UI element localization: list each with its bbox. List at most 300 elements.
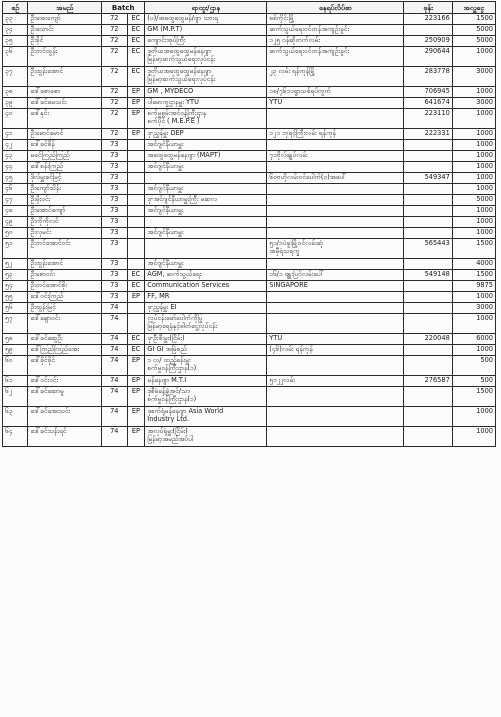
donor-name xyxy=(28,47,102,67)
donor-name-text: ဒေါ်စန်းကြည် xyxy=(30,162,63,170)
phone-number-text: 223166 xyxy=(424,14,450,22)
address xyxy=(267,151,404,162)
address xyxy=(267,259,404,270)
phone-number xyxy=(404,129,452,140)
batch-class xyxy=(127,195,145,206)
batch-class xyxy=(127,228,145,239)
row-number-text: ၆၁ xyxy=(5,376,13,384)
batch-class-text: EC xyxy=(131,270,141,278)
department-text: အင်ဂျင်နီယာမှူး xyxy=(147,184,184,192)
donation-amount xyxy=(452,356,495,376)
phone-number-text: 250909 xyxy=(424,36,450,44)
donation-amount-text: 500 xyxy=(480,356,493,364)
address xyxy=(267,303,404,314)
table-row xyxy=(3,334,496,345)
donation-amount-text: 1000 xyxy=(476,162,493,170)
department xyxy=(145,87,267,98)
batch-class-text: EP xyxy=(131,87,140,95)
batch-class-text: EC xyxy=(131,334,141,342)
row-number xyxy=(3,206,28,217)
donor-name-text: ဦးစောဝင်း xyxy=(30,270,55,278)
batch-class xyxy=(127,151,145,162)
batch-class xyxy=(127,98,145,109)
row-number xyxy=(3,259,28,270)
batch-class-text: EC xyxy=(131,345,141,353)
table-row xyxy=(3,387,496,407)
department xyxy=(145,109,267,129)
department xyxy=(145,314,267,334)
department xyxy=(145,270,267,281)
batch-class xyxy=(127,270,145,281)
row-number xyxy=(3,376,28,387)
table-row xyxy=(3,314,496,334)
donor-name xyxy=(28,98,102,109)
department-text: ကျောင်းအုပ်ကြီး xyxy=(147,36,186,44)
batch-year-text: 74 xyxy=(110,387,119,395)
donor-name xyxy=(28,407,102,427)
donor-name-text: ဒေါ်ခင်အေးသင်း xyxy=(30,407,71,415)
batch-year-text: 72 xyxy=(110,87,119,95)
donation-amount xyxy=(452,334,495,345)
donor-name-text: ဦးတင်ထွန်း xyxy=(30,47,58,55)
department-text-line2: မြန်မာ့ရေနံနှင့်ဓါတ်ငွေ့လုပ်ငန်း xyxy=(147,322,218,330)
department xyxy=(145,151,267,162)
address xyxy=(267,129,404,140)
table-row xyxy=(3,129,496,140)
phone-number xyxy=(404,14,452,25)
table-row xyxy=(3,173,496,184)
donor-name xyxy=(28,239,102,259)
donor-name xyxy=(28,140,102,151)
donor-name xyxy=(28,217,102,228)
batch-year-text: 74 xyxy=(110,314,119,322)
batch-year xyxy=(102,47,127,67)
donation-amount-text: 1000 xyxy=(476,292,493,300)
phone-number xyxy=(404,228,452,239)
table-row xyxy=(3,376,496,387)
row-number-text: ၆၄ xyxy=(5,427,13,435)
department xyxy=(145,387,267,407)
batch-class-text: EP xyxy=(131,376,140,384)
row-number-text: ၃၈ xyxy=(5,87,13,95)
donor-name-text: ဒိုလ်မှူးခင်မြင့် xyxy=(30,173,62,181)
donation-amount xyxy=(452,303,495,314)
donation-amount-text: 9875 xyxy=(476,281,493,289)
donation-amount xyxy=(452,292,495,303)
batch-year xyxy=(102,14,127,25)
batch-year xyxy=(102,314,127,334)
header-batch: Batch xyxy=(102,2,145,14)
batch-year-text: 73 xyxy=(110,162,119,170)
donation-amount xyxy=(452,228,495,239)
batch-class-text: EP xyxy=(131,407,140,415)
donation-amount xyxy=(452,345,495,356)
donation-amount xyxy=(452,184,495,195)
address-text: ဆက်သွယ်ရေးဝင်တန်အကျဉ်းခွင်း xyxy=(269,47,350,55)
department-text: ဒု-ဦးစီးမှူး(ငြိမ်း) xyxy=(147,334,185,342)
batch-year xyxy=(102,173,127,184)
row-number-text: ၃၆ xyxy=(5,47,13,55)
department-text: ပါမောက္ခဌာနမှူး YTU xyxy=(147,98,199,106)
donation-amount-text: 1000 xyxy=(476,184,493,192)
donation-amount xyxy=(452,98,495,109)
phone-number-text: 641674 xyxy=(424,98,450,106)
donor-name-text: ဒေါ်စောစော xyxy=(30,87,61,95)
batch-class-text: EC xyxy=(131,14,141,22)
batch-class xyxy=(127,217,145,228)
phone-number xyxy=(404,98,452,109)
batch-class xyxy=(127,376,145,387)
address xyxy=(267,334,404,345)
phone-number-text: 223110 xyxy=(424,109,450,117)
address xyxy=(267,47,404,67)
donor-name-text: ဒေါ်ခင်သန်းရင် xyxy=(30,427,67,435)
department xyxy=(145,206,267,217)
batch-year-text: 73 xyxy=(110,228,119,236)
donor-name-text: ဒေါ်ခင်ဆောမူ xyxy=(30,387,64,395)
address xyxy=(267,239,404,259)
department-text: GM (M.P.T) xyxy=(147,25,183,33)
donor-name xyxy=(28,387,102,407)
batch-class-text: EC xyxy=(131,281,141,289)
donor-name-text: ဦးမောင်မောင် xyxy=(30,129,64,137)
phone-number-text: 220048 xyxy=(424,334,450,342)
batch-year-text: 72 xyxy=(110,98,119,106)
batch-year-text: 72 xyxy=(110,25,119,33)
row-number xyxy=(3,345,28,356)
address xyxy=(267,184,404,195)
batch-year-text: 74 xyxy=(110,345,119,353)
table-row xyxy=(3,356,496,376)
row-number-text: ၅၈ xyxy=(5,334,13,342)
batch-year-text: 74 xyxy=(110,376,119,384)
department-text: အထွေထွေမန်နေဂျာ (MAPT) xyxy=(147,151,221,159)
row-number-text: ၄၈ xyxy=(5,206,13,214)
table-row xyxy=(3,407,496,427)
table-row xyxy=(3,109,496,129)
department xyxy=(145,67,267,87)
department xyxy=(145,427,267,447)
batch-year xyxy=(102,356,127,376)
donation-amount xyxy=(452,314,495,334)
batch-year xyxy=(102,36,127,47)
address xyxy=(267,173,404,184)
address xyxy=(267,376,404,387)
header-phone: ဖုန်း xyxy=(404,2,452,14)
donation-amount xyxy=(452,87,495,98)
row-number xyxy=(3,129,28,140)
batch-year xyxy=(102,239,127,259)
row-number-text: ၃၉ xyxy=(5,98,13,106)
row-number xyxy=(3,98,28,109)
header-name: အမည် xyxy=(28,2,102,14)
table-row xyxy=(3,303,496,314)
department xyxy=(145,184,267,195)
donation-amount xyxy=(452,151,495,162)
table-row xyxy=(3,87,496,98)
phone-number xyxy=(404,162,452,173)
batch-year xyxy=(102,206,127,217)
donor-name xyxy=(28,314,102,334)
department-text: အင်ဂျင်နီယာမှူး xyxy=(147,162,184,170)
donor-name xyxy=(28,195,102,206)
address xyxy=(267,270,404,281)
donation-amount-text: 5000 xyxy=(476,25,493,33)
address xyxy=(267,98,404,109)
department-text: Communication Services xyxy=(147,281,230,289)
phone-number xyxy=(404,87,452,98)
table-body xyxy=(3,14,496,447)
row-number-text: ၃၃ xyxy=(5,14,13,22)
batch-year xyxy=(102,345,127,356)
batch-year-text: 72 xyxy=(110,14,119,22)
donation-amount xyxy=(452,25,495,36)
table-row xyxy=(3,195,496,206)
table-row xyxy=(3,25,496,36)
batch-class xyxy=(127,87,145,98)
row-number xyxy=(3,281,28,292)
department xyxy=(145,281,267,292)
table-row xyxy=(3,140,496,151)
batch-year-text: 73 xyxy=(110,195,119,203)
row-number-text: ၅၇ xyxy=(5,314,13,322)
donor-name-text: ဦးကျော်သိန်း xyxy=(30,184,61,192)
phone-number-text: 283778 xyxy=(424,67,450,75)
batch-year-text: 73 xyxy=(110,184,119,192)
address-text: ၁၂၅ ဝန်ဆိုတက်လမ်း xyxy=(269,36,321,44)
row-number-text: ၅၂ xyxy=(5,259,12,267)
address xyxy=(267,140,404,151)
department xyxy=(145,217,267,228)
batch-class-text: EP xyxy=(131,356,140,364)
donor-name xyxy=(28,270,102,281)
donor-name xyxy=(28,109,102,129)
department-text: GM , MYDECO xyxy=(147,87,194,95)
donor-name-text: ဒေါ်ခင်မေသင်း xyxy=(30,98,67,106)
phone-number xyxy=(404,334,452,345)
donor-name-text: ဦးတင်အောင်ဝင်း xyxy=(30,239,71,247)
phone-number-text: 222331 xyxy=(424,129,450,137)
table-row xyxy=(3,14,496,25)
batch-class xyxy=(127,109,145,129)
batch-class-text: EP xyxy=(131,292,140,300)
address-text: ၂၃ လမ်း ရန်ကုန်မြို့ xyxy=(269,67,315,75)
department-text: ဒုစီမံခန့်ခွဲအင်/သာ xyxy=(147,387,191,395)
row-number-text: ၄၉ xyxy=(5,217,13,225)
donation-amount-text: 3000 xyxy=(476,67,493,75)
donation-amount xyxy=(452,109,495,129)
donor-name xyxy=(28,151,102,162)
department-text-line2: မြန်မာ့ဆက်သွယ်ရေးလုပ်ငန်း xyxy=(147,55,216,63)
donation-amount-text: 1000 xyxy=(476,109,493,117)
phone-number xyxy=(404,206,452,217)
donor-name xyxy=(28,162,102,173)
batch-year-text: 72 xyxy=(110,129,119,137)
address-text: ၁၆/၁ ဗျူးပြင်လမ်းပေါ် xyxy=(269,270,324,278)
row-number-text: ၃၄ xyxy=(5,25,13,33)
department xyxy=(145,334,267,345)
batch-class xyxy=(127,314,145,334)
department-text-line2: Industry Ltd. xyxy=(147,415,190,423)
phone-number xyxy=(404,217,452,228)
batch-class xyxy=(127,25,145,36)
row-number xyxy=(3,407,28,427)
donor-name xyxy=(28,427,102,447)
donor-name-text: ဦးထွန်းအောင် xyxy=(30,259,63,267)
address xyxy=(267,109,404,129)
donation-amount xyxy=(452,239,495,259)
phone-number-text: 290644 xyxy=(424,47,450,55)
phone-number-text: 549148 xyxy=(424,270,450,278)
batch-year-text: 74 xyxy=(110,334,119,342)
header-address: နေရပ်လိပ်စာ xyxy=(267,2,404,14)
donation-amount-text: 6000 xyxy=(476,334,493,342)
department xyxy=(145,345,267,356)
department xyxy=(145,140,267,151)
row-number xyxy=(3,303,28,314)
batch-class xyxy=(127,129,145,140)
donation-amount xyxy=(452,14,495,25)
row-number-text: ၅၅ xyxy=(5,292,13,300)
department xyxy=(145,376,267,387)
batch-class-text: EP xyxy=(131,98,140,106)
row-number xyxy=(3,109,28,129)
address xyxy=(267,407,404,427)
donor-name xyxy=(28,14,102,25)
address-text: စစ်ကိုင်းမြို့ xyxy=(269,14,295,22)
phone-number xyxy=(404,259,452,270)
department xyxy=(145,98,267,109)
batch-year-text: 72 xyxy=(110,67,119,75)
phone-number xyxy=(404,239,452,259)
row-number-text: ၄၇ xyxy=(5,195,13,203)
row-number-text: ၃၅ xyxy=(5,36,13,44)
row-number xyxy=(3,173,28,184)
donation-amount-text: 5000 xyxy=(476,36,493,44)
batch-year xyxy=(102,376,127,387)
donation-amount-text: 1000 xyxy=(476,129,493,137)
header-row xyxy=(3,2,496,14)
address xyxy=(267,345,404,356)
phone-number xyxy=(404,376,452,387)
department xyxy=(145,36,267,47)
donor-name xyxy=(28,87,102,98)
batch-year xyxy=(102,129,127,140)
phone-number xyxy=(404,25,452,36)
row-number-text: ၅၉ xyxy=(5,345,13,353)
address-text-line2: အမှီရဲသရက္ခ xyxy=(269,247,300,255)
department-text-line2: စက်မှုဝန်ကြီးဌာန(၁) xyxy=(147,364,197,372)
row-number-text: ၅၃ xyxy=(5,270,13,278)
batch-year xyxy=(102,270,127,281)
donation-amount-text: 1000 xyxy=(476,217,493,225)
donation-amount xyxy=(452,140,495,151)
batch-class xyxy=(127,173,145,184)
row-number-text: ၄၁ xyxy=(5,129,13,137)
donation-amount-text: 3000 xyxy=(476,98,493,106)
row-number xyxy=(3,67,28,87)
department-text: ၁ လ/ ထည့်ခန်းမှူး xyxy=(147,356,191,364)
row-number-text: ၄၃ xyxy=(5,151,13,159)
address-text: YTU xyxy=(269,334,283,342)
phone-number-text: 565443 xyxy=(424,239,450,247)
department-text: မန်နေဂျာ M.T.I xyxy=(147,376,187,384)
batch-class xyxy=(127,334,145,345)
department xyxy=(145,228,267,239)
address-text: ၁၂၁ ဘုရင့်ကြီးလမ်း ရန်ကုန် xyxy=(269,129,336,137)
batch-year xyxy=(102,162,127,173)
address xyxy=(267,217,404,228)
batch-class xyxy=(127,47,145,67)
row-number xyxy=(3,356,28,376)
header-no: စဉ် xyxy=(3,2,28,14)
batch-class xyxy=(127,303,145,314)
batch-year xyxy=(102,259,127,270)
donation-amount-text: 1500 xyxy=(476,270,493,278)
department xyxy=(145,195,267,206)
donor-name-text: ဦးခိုင် xyxy=(30,36,44,44)
donor-name xyxy=(28,36,102,47)
department xyxy=(145,356,267,376)
table-row xyxy=(3,239,496,259)
row-number xyxy=(3,270,28,281)
donation-amount-text: 3000 xyxy=(476,303,493,311)
address-text: SINGAPORE xyxy=(269,281,308,289)
donation-amount xyxy=(452,270,495,281)
donor-name-text: ဦးအေးကျော် xyxy=(30,14,61,22)
donor-name-text: ဦးမိုးဝင်း xyxy=(30,195,51,203)
row-number xyxy=(3,140,28,151)
department-text: အင်ဂျင်နီယာမှူး xyxy=(147,206,184,214)
table-row xyxy=(3,259,496,270)
donation-amount-text: 1500 xyxy=(476,239,493,247)
department-text-line2: စက်ပိုင် ( M.E.P.E ) xyxy=(147,117,200,125)
phone-number xyxy=(404,427,452,447)
batch-year-text: 73 xyxy=(110,239,119,247)
batch-year-text: 73 xyxy=(110,281,119,289)
donor-name xyxy=(28,345,102,356)
department-text-line2: မြန်မာ့ဆက်သွယ်ရေးလုပ်ငန်း xyxy=(147,75,216,83)
table-row xyxy=(3,184,496,195)
batch-class xyxy=(127,427,145,447)
phone-number xyxy=(404,173,452,184)
department-text: FF, MR xyxy=(147,292,170,300)
phone-number-text: 706945 xyxy=(424,87,450,95)
department-text: AGM, ဆက်သွယ်ရေး xyxy=(147,270,202,278)
address xyxy=(267,427,404,447)
donor-name-text: ဒေါ်ကြည်ကြည်အေး xyxy=(30,345,80,353)
donor-name xyxy=(28,259,102,270)
batch-class xyxy=(127,206,145,217)
row-number xyxy=(3,162,28,173)
table-row xyxy=(3,206,496,217)
address xyxy=(267,292,404,303)
department xyxy=(145,239,267,259)
donation-amount xyxy=(452,67,495,87)
donation-amount xyxy=(452,427,495,447)
donation-amount xyxy=(452,281,495,292)
batch-class-text: EP xyxy=(131,427,140,435)
donation-amount-text: 4000 xyxy=(476,259,493,267)
donation-amount-text: 1000 xyxy=(476,427,493,435)
row-number xyxy=(3,387,28,407)
batch-year xyxy=(102,184,127,195)
donor-name xyxy=(28,25,102,36)
row-number xyxy=(3,14,28,25)
phone-number xyxy=(404,292,452,303)
table-row xyxy=(3,162,496,173)
donation-amount xyxy=(452,376,495,387)
